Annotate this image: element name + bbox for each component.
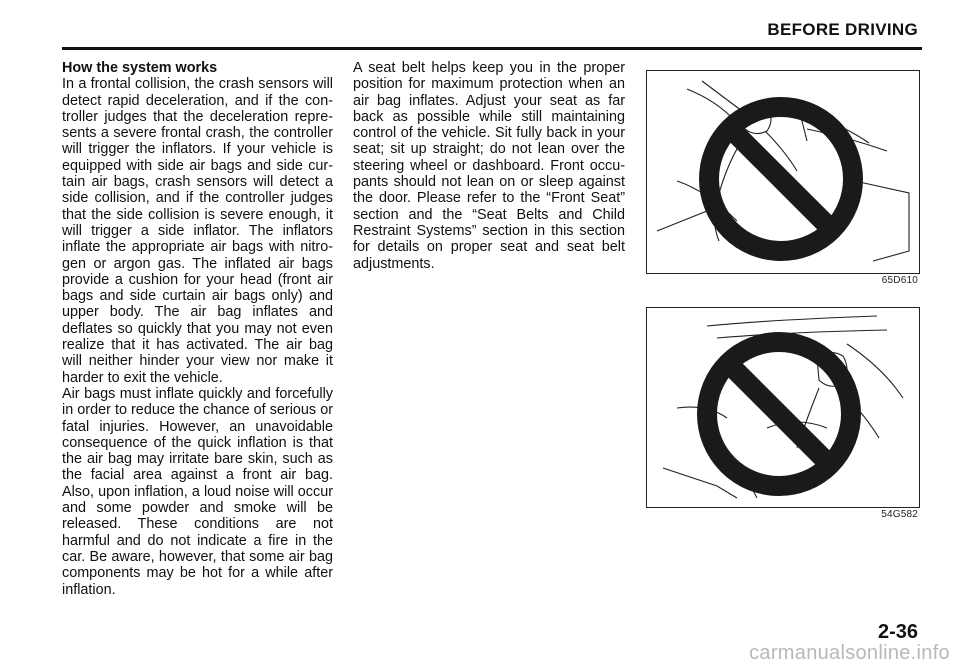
page-number: 2-36 <box>877 621 918 643</box>
section-title: BEFORE DRIVING <box>767 20 918 39</box>
figure-code-1: 65D610 <box>881 275 918 286</box>
figure-illustration-2 <box>647 308 919 507</box>
watermark: carmanualsonline.info <box>749 642 950 664</box>
prohibition-icon <box>709 107 853 251</box>
figure-leaning-over-wheel <box>646 70 920 274</box>
paragraph-how-it-works: In a frontal collision, the crash sensors will detect rapid deceleration, and if the controller judges that the deceleration represents a severe frontal crash, the controller will trigger the inflators. If your vehicle is equipped with side air bags and side curtain air bags, crash sensors will detect a side collision, and if the controller judges that the side collision is severe enough, it will trigger a side inflator. The inflators inflate the appropriate air bags with nitrogen or argon gas. The inflated air bags provide a cushion for your head (front air bags and side curtain air bags only) and upper body. The air bag inflates and deflates so quickly that you may not even realize that it has activated. The air bag will neither hinder your view nor make it harder to exit the vehicle. <box>62 76 333 386</box>
left-column <box>62 60 333 598</box>
header-rule <box>62 47 922 50</box>
paragraph-inflation-effects: Air bags must inflate quickly and forcefully in order to reduce the chance of serious or fatal injuries. However, an unavoidable consequence of the quick inflation is that the air bag may irritate bare skin, such as the facial area against a front air bag. Also, upon inflation, a loud noise will occur and some powder and smoke will be released. These conditions are not harmful and do not indicate a fire in the car. Be aware, however, that some air bag components may be hot for a while after inflation. <box>62 385 333 598</box>
figure-leaning-on-door <box>646 307 920 508</box>
prohibition-icon <box>707 342 851 486</box>
paragraph-seating-position: A seat belt helps keep you in the proper position for maximum protection when an air bag inflates. Adjust your seat as far back as possible while still maintaining control of the vehicle. Sit fully back in your seat; sit up straight; do not lean over the steering wheel or dashboard. Front occupants should not lean on or sleep against the door. Please refer to the “Front Seat” section and the “Seat Belts and Child Restraint Systems” section in this section for details on proper seat and seat belt adjustments. <box>353 60 625 272</box>
section-heading: How the system works <box>62 60 218 76</box>
figure-code-2: 54G582 <box>881 509 918 520</box>
middle-column <box>353 60 625 272</box>
figure-illustration-1 <box>647 71 919 273</box>
